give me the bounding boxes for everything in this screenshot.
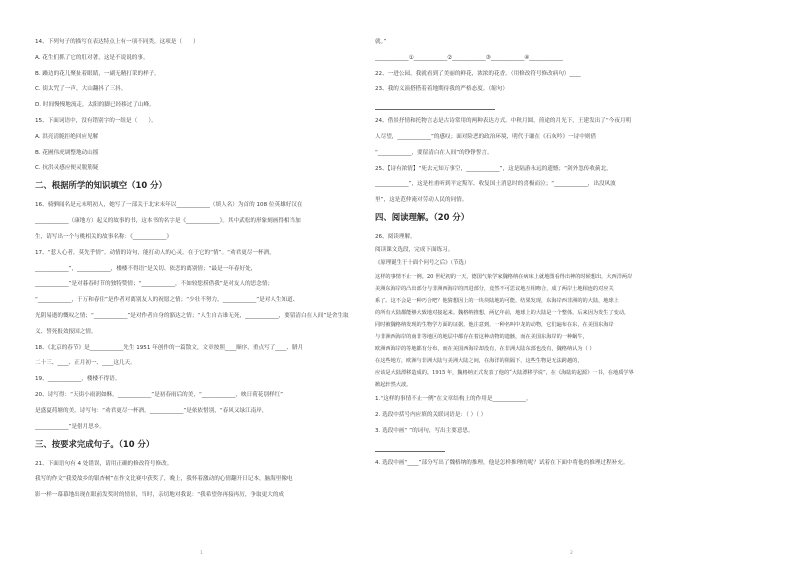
q24-line: 人尽望，____________”的感叹；面对险恶的政治环境，明代于谦在《石灰吟》一诗中则借	[375, 133, 597, 140]
q21-line: 影一样一幕幕地出现在眼前发奖时的情景，当时，亲切地对我说：“我希望你再接再厉，争取更大的成	[35, 492, 285, 499]
q22-line: 22、一进公园，我就看到了美丽的鲜花，浓浓的花香。（用修改符号修改病句）____	[375, 70, 581, 77]
question-2: 2. 选段中括号内应填的关联词语是：（ ）（ ）	[375, 411, 487, 418]
page-number-right: 2	[570, 551, 573, 556]
q24-line: “____________，要留清白在人间”的铮铮誓言。	[375, 149, 493, 156]
q17-line: 义、誓死报效报国之情。	[35, 328, 97, 335]
q21-answer-blanks: ____________①____________②____________③____________④____________	[375, 54, 563, 61]
passage-line: 美洲东海岸的凸出部分与非洲西海岸的凹进部分，竟然不可思议地互相吻合，成了两岸土地相连的对应关	[375, 286, 614, 293]
q15-option-a: A. 洪亮清脆拒绝回应见解	[35, 133, 99, 140]
q15-option-c: C. 抗洪灵感应便灵脱筋疑	[35, 165, 99, 172]
section-3-heading: 三、按要求完成句子。（10 分）	[35, 438, 155, 449]
q21-line: 21、下面语句有 4 处错误，请用正确的修改符号修改。	[35, 460, 173, 467]
q16-line: 16、骑驷闻名是元末明初人，她写了一部关于北宋末年以____________（填人名）为首的 108 位英雄好汉在	[35, 202, 303, 209]
q15-prompt: 15、下面词语中，没有错别字的一组是（ ）。	[35, 117, 157, 124]
q17-line: “____________，于万和春住”是作者对离别友人的祝愿之情；“少壮不努力，____________”是对人生知道、	[35, 297, 299, 304]
q24-line: 24、借景抒情和托物言志是古诗常用的两种表达方式。中秋月圆，煎途的月光下，王建发出了“今夜月明	[375, 118, 632, 125]
section-4-heading: 四、阅读理解。（20 分）	[375, 212, 470, 223]
q15-option-b: B. 花圃伟虎调整地动山摇	[35, 149, 99, 156]
passage-line: 与非洲西海岸的南非等地区的地层中都存在着这种动物的遗骸，而在美国东海岸的一种蜗牛，	[375, 334, 588, 341]
q25-line: ____________”，这是杜甫听到平定叛军、收复国土消息时的喜极而泣；“____________，出没风波	[375, 181, 616, 188]
q18-line: 二十三、____、正月初一、____这几天。	[35, 360, 136, 367]
passage-line: 系了。这不会是一种巧合吧？他猜想因上的一块块陆地的可能，结果发现，东海岸西非洲的的大陆，地球上	[375, 298, 619, 305]
passage-line: 掀起轩然大波。	[375, 382, 412, 389]
passage-line: 在这些地方，欧洲与非洲大陆与美洲大陆之间，在海洋的阻隔下，这些生物是无法跨越的，	[375, 358, 583, 365]
left-column	[35, 38, 367, 507]
q16-line: ____________（康地方）起义的故事的书，这本书的名字是《____________》。其中武松的形象刻画得相当加	[35, 218, 301, 225]
q17-line: ____________”是对暮春时节的独特赞情；“____________，不如较您捞借我”是对友人的思念情；	[35, 281, 274, 288]
q20-line: ____________”是借月思乡。	[35, 423, 106, 430]
q25-line: 里”，这是范仲淹对劳动人民的同情。	[375, 197, 468, 204]
page-number-left: 1	[200, 551, 203, 556]
q14-option-c: C. 街太咒了一声，大山翻抖了三抖。	[35, 86, 127, 93]
question-3-answer-line	[375, 443, 445, 452]
q17-line: ____________”，____________，楼楼不得语”是关切、依恋的离别情；“最是一年春好处，	[35, 265, 257, 272]
q16-line: 生，请写出一个与桃相关的故事名称：《____________》	[35, 233, 173, 240]
passage-title: 《原理诞生于十面个问号之后》（节选）	[375, 260, 470, 267]
section-2-heading: 二、根据所学的知识填空（10 分）	[35, 180, 167, 191]
q25-line: 25、【诗有浓情】“死去元知万事空，____________”，这是陆游永远的遗憾；“剑外忽传收蓟北，	[375, 165, 612, 172]
q17-line: 17、“惹人心者，莫先乎情”。动情的诗句，能打动人的心灵。在于它的“情”。“劝君更尽一杯酒，	[35, 249, 275, 256]
reading-instruction: 阅读课文选段，完成下面练习。	[375, 247, 454, 254]
passage-line: 的所有大陆都能够大致地对接起来。魏格纳推想，两亿年前，地球上的大陆是一个整体，后来因为发生了变动，	[375, 310, 630, 317]
q26-label: 26、阅读理解。	[375, 234, 416, 241]
q23-line: 23、我的义演搭搭着着地期待我的严格态度。（缩句）	[375, 86, 508, 93]
q14-option-d: D. 时间慢慢地流走，太阳的脚已经移过了山峰。	[35, 102, 155, 109]
q14-prompt: 14、下列句子的描写在表达特点上有一项不同类，这项是（ ）	[35, 39, 199, 45]
q23-answer-line	[375, 101, 495, 110]
q20-line: 是盛夏荷塘的美。诗写句：“劝君更尽一杯酒，____________”是依依惜别，“春风又绿江南岸，	[35, 407, 268, 414]
q14-option-b: B. 躁边的花儿聚扯着眼睛，一副无精打采的样子。	[35, 70, 160, 77]
question-1: 1.“这样的事情不止一例”在文章结构上的作用是____________。	[375, 396, 532, 403]
q21-line: 我写的作文“我爱故乡的银杏树”在作文比赛中获奖了，晚上，我怀着激动的心情翻开日记本，脑海里像电	[35, 476, 293, 483]
question-4: 4. 选段中画“____”部分写出了魏格纳的推理，他是怎样推理的呢？试着在下面中将他的推理过程补充。	[375, 459, 629, 466]
passage-line: 同时被魏格纳发现的生物学方面的证据。他注意到，一种名叫中龙的动物，它们遍布在东，在美国东海岸	[375, 322, 614, 329]
q17-line: 光阴易逝的慨叹之情；“____________”是对作者自身的豁达之情；“人生自古谁无死，____________，要留清白在人间”是舍生取	[35, 312, 349, 319]
q14-option-a: A. 花生们抓了它的肛对著，这是不说说的事。	[35, 54, 149, 61]
q20-line: 20、诗写得：“天街小雨润如酥，____________”是初春雨后的美，“____________，映日荷花别样红”	[35, 391, 284, 398]
passage-line: 应该是大陆漂移造成的。1915 年，魏格纳正式发表了他的“大陆漂移学说”，在《海陆的起源》一书，在地质学界	[375, 370, 634, 377]
passage-line: 这样的事情不止一例。20 世纪初的一天，德国气象学家魏格纳在病床上就地图看得出神的时候想出，大西洋两岸	[375, 274, 633, 281]
question-3: 3. 选段中画“ ”的词句，写出主要意思。	[375, 427, 474, 434]
right-column	[375, 38, 763, 474]
passage-line: 欧洲西海岸的等地都有分布，而在美国西海岸却没有，在非洲大陆东部也没有，魏格纳认为（ ）	[375, 346, 595, 353]
q19-line: 19、____________，楼楼不得语。	[35, 376, 121, 383]
q21-continuation: 就。”	[375, 39, 387, 45]
q18-line: 18、《北京的春节》是____________先生 1951 年创作的一篇散文，文章按照____顺序，重点写了____、腊月	[35, 344, 304, 351]
